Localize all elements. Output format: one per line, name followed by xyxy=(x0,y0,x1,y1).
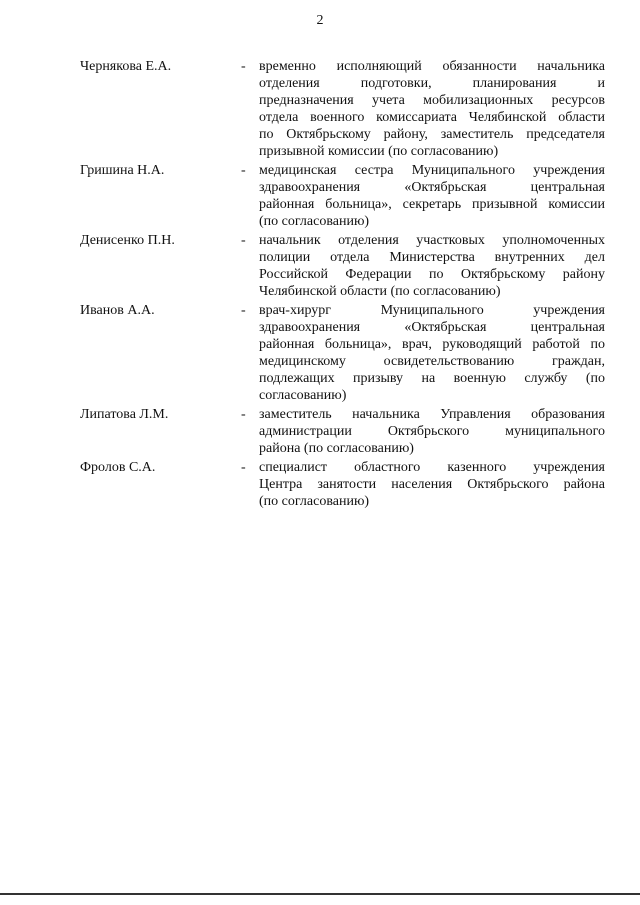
role-line: района (по согласованию) xyxy=(259,441,414,456)
role-line: подлежащих призыву на военную службу (по xyxy=(259,371,605,386)
member-name: Денисенко П.Н. xyxy=(80,233,175,248)
role-line: медицинская сестра Муниципального учреждения xyxy=(259,163,605,178)
member-role xyxy=(259,302,605,404)
commission-roster xyxy=(0,58,640,512)
role-line: начальник отделения участковых уполномоченных xyxy=(259,233,605,248)
dash-separator: - xyxy=(241,407,246,422)
roster-entry xyxy=(0,58,640,160)
role-line: заместитель начальника Управления образования xyxy=(259,407,605,422)
role-line: здравоохранения «Октябрьская центральная xyxy=(259,180,605,195)
role-line: администрации Октябрьского муниципального xyxy=(259,424,605,439)
role-line: специалист областного казенного учреждения xyxy=(259,460,605,475)
role-line: отдела военного комиссариата Челябинской области xyxy=(259,110,605,125)
role-line: медицинскому освидетельствованию граждан, xyxy=(259,354,605,369)
roster-entry xyxy=(0,459,640,510)
role-line: согласованию) xyxy=(259,388,347,403)
page-bottom-rule xyxy=(0,893,640,895)
role-line: врач-хирург Муниципального учреждения xyxy=(259,303,605,318)
member-name: Чернякова Е.А. xyxy=(80,59,172,74)
role-line: Центра занятости населения Октябрьского района xyxy=(259,477,605,492)
role-line: (по согласованию) xyxy=(259,214,370,229)
member-name: Гришина Н.А. xyxy=(80,163,165,178)
member-role xyxy=(259,406,605,457)
dash-separator: - xyxy=(241,233,246,248)
member-name: Фролов С.А. xyxy=(80,460,156,475)
member-name: Липатова Л.М. xyxy=(80,407,169,422)
dash-separator: - xyxy=(241,460,246,475)
member-role xyxy=(259,459,605,510)
member-role xyxy=(259,58,605,160)
roster-entry xyxy=(0,302,640,404)
role-line: здравоохранения «Октябрьская центральная xyxy=(259,320,605,335)
role-line: предназначения учета мобилизационных ресурсов xyxy=(259,93,605,108)
dash-separator: - xyxy=(241,303,246,318)
page-number: 2 xyxy=(316,13,324,28)
member-name: Иванов А.А. xyxy=(80,303,155,318)
dash-separator: - xyxy=(241,59,246,74)
member-role xyxy=(259,162,605,230)
member-role xyxy=(259,232,605,300)
role-line: Российской Федерации по Октябрьскому району xyxy=(259,267,605,282)
role-line: временно исполняющий обязанности начальника xyxy=(259,59,605,74)
role-line: полиции отдела Министерства внутренних дел xyxy=(259,250,605,265)
role-line: районная больница», секретарь призывной комиссии xyxy=(259,197,605,212)
role-line: призывной комиссии (по согласованию) xyxy=(259,144,499,159)
role-line: районная больница», врач, руководящий работой по xyxy=(259,337,605,352)
role-line: Челябинской области (по согласованию) xyxy=(259,284,501,299)
role-line: по Октябрьскому району, заместитель председателя xyxy=(259,127,605,142)
roster-entry xyxy=(0,162,640,230)
role-line: отделения подготовки, планирования и xyxy=(259,76,605,91)
roster-entry xyxy=(0,232,640,300)
dash-separator: - xyxy=(241,163,246,178)
roster-entry xyxy=(0,406,640,457)
role-line: (по согласованию) xyxy=(259,494,370,509)
